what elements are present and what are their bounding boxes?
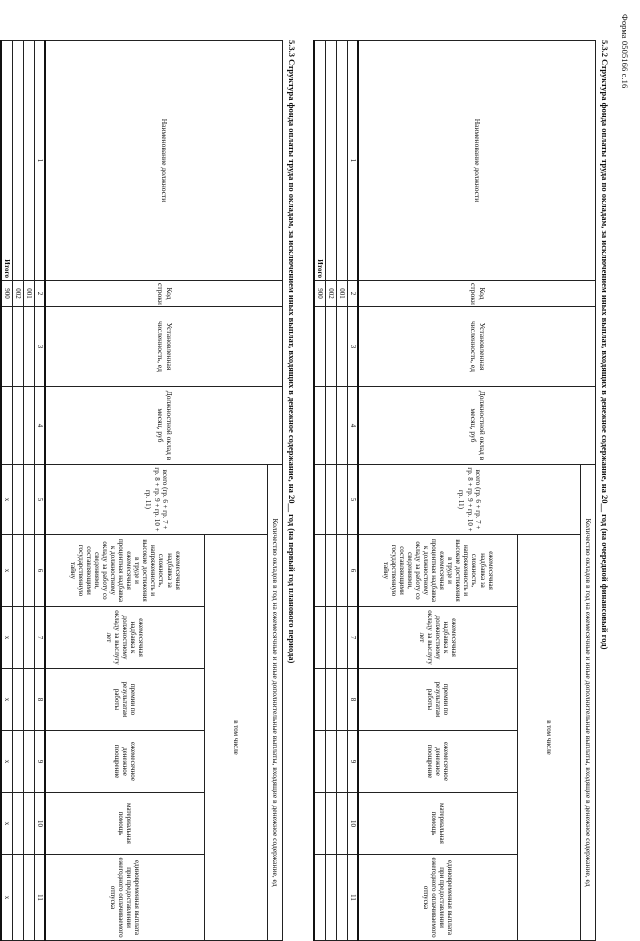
col-number: 6: [35, 535, 46, 607]
value-cell[interactable]: [326, 387, 337, 465]
value-cell[interactable]: [326, 465, 337, 535]
header-col9: ежемесячное денежное поощрение: [45, 731, 205, 793]
total-row: [314, 41, 326, 941]
row-code-cell: 001: [24, 281, 35, 307]
total-code-cell: 900: [1, 281, 13, 307]
col-number: 9: [35, 731, 46, 793]
total-cell[interactable]: [1, 307, 13, 387]
value-cell[interactable]: [326, 855, 337, 941]
table-row: [326, 41, 337, 941]
col-number: 5: [348, 465, 359, 535]
total-cell[interactable]: x: [1, 535, 13, 607]
position-cell[interactable]: [24, 41, 35, 281]
value-cell[interactable]: [326, 307, 337, 387]
value-cell[interactable]: [24, 669, 35, 731]
value-cell[interactable]: [13, 465, 24, 535]
header-col11: единовременная выплата при предоставлении ежегодного оплачиваемого отпуска: [45, 855, 205, 941]
header-staff-count: Установленная численность, ед: [45, 307, 283, 387]
total-cell[interactable]: x: [1, 793, 13, 855]
col-number: 3: [35, 307, 46, 387]
header-salaries-group: Количество окладов в год на ежемесячные и иные дополнительные выплаты, входящие в денежное содержание, ед: [581, 465, 596, 941]
value-cell[interactable]: [326, 669, 337, 731]
header-position: Наименование должности: [45, 41, 283, 281]
value-cell[interactable]: [326, 731, 337, 793]
col-number: 8: [35, 669, 46, 731]
header-including: в том числе: [205, 535, 268, 941]
value-cell[interactable]: [337, 855, 348, 941]
form-code: Форма 0505166 с.16: [620, 14, 630, 89]
header-position: Наименование должности: [358, 41, 596, 281]
row-code-cell: 002: [326, 281, 337, 307]
value-cell[interactable]: [24, 607, 35, 669]
col-number: 6: [348, 535, 359, 607]
header-col9: ежемесячное денежное поощрение: [358, 731, 518, 793]
col-number: 1: [35, 41, 46, 281]
total-cell[interactable]: [1, 387, 13, 465]
header-row-code: Код строки: [358, 281, 596, 307]
total-code-cell: 900: [314, 281, 326, 307]
value-cell[interactable]: [337, 465, 348, 535]
header-col10: материальная помощь: [45, 793, 205, 855]
position-cell[interactable]: [13, 41, 24, 281]
position-cell[interactable]: [337, 41, 348, 281]
total-label: Итого: [1, 41, 13, 281]
table-row: [24, 41, 35, 941]
header-total: всего (гр. 6 + гр. 7 + гр. 8 + гр. 9 + гр. 10 + гр. 11): [45, 465, 268, 535]
total-cell[interactable]: [314, 535, 326, 607]
row-code-cell: 002: [13, 281, 24, 307]
value-cell[interactable]: [13, 669, 24, 731]
value-cell[interactable]: [337, 731, 348, 793]
total-cell[interactable]: [314, 607, 326, 669]
total-cell[interactable]: [314, 855, 326, 941]
total-cell[interactable]: x: [1, 465, 13, 535]
col-number: 11: [348, 855, 359, 941]
col-number: 10: [35, 793, 46, 855]
value-cell[interactable]: [24, 793, 35, 855]
value-cell[interactable]: [337, 793, 348, 855]
value-cell[interactable]: [13, 607, 24, 669]
total-label: Итого: [314, 41, 326, 281]
section-title-5-3-2: 5.3.2 Структура фонда оплаты труда по окладам, за исключением иных выплат, входящих в денежное содержание, на 20__ год (на очередной финансовый год): [600, 40, 610, 650]
total-cell[interactable]: [314, 307, 326, 387]
col-number: 4: [35, 387, 46, 465]
col-number: 7: [35, 607, 46, 669]
table-row: [337, 41, 348, 941]
value-cell[interactable]: [326, 607, 337, 669]
total-cell[interactable]: x: [1, 731, 13, 793]
value-cell[interactable]: [326, 535, 337, 607]
header-col8: премии по результатам работы: [358, 669, 518, 731]
value-cell[interactable]: [337, 307, 348, 387]
col-number: 4: [348, 387, 359, 465]
value-cell[interactable]: [337, 387, 348, 465]
header-col6: ежемесячная надбавка за сложность, напряженность и высокие достижения в труде и ежемесячная процентная надбавка к должностному окладу за работу со сведениями, составляющими государственную тайну: [45, 535, 205, 607]
total-cell[interactable]: x: [1, 669, 13, 731]
value-cell[interactable]: [24, 535, 35, 607]
section-title-5-3-3: 5.3.3 Структура фонда оплаты труда по окладам, за исключением иных выплат, входящих в денежное содержание, на 20__ год (на первый год планового периода): [287, 40, 297, 664]
value-cell[interactable]: [337, 535, 348, 607]
header-col7: ежемесячная надбавка к должностному окладу за выслугу лет: [45, 607, 205, 669]
header-col7: ежемесячная надбавка к должностному окладу за выслугу лет: [358, 607, 518, 669]
col-number: 7: [348, 607, 359, 669]
value-cell[interactable]: [13, 855, 24, 941]
table-row: [13, 41, 24, 941]
total-cell[interactable]: [314, 793, 326, 855]
value-cell[interactable]: [24, 387, 35, 465]
value-cell[interactable]: [337, 607, 348, 669]
header-col6: ежемесячная надбавка за сложность, напряженность и высокие достижения в труде и ежемесячная процентная надбавка к должностному окладу за работу со сведениями, составляющими государственную тайну: [358, 535, 518, 607]
value-cell[interactable]: [13, 731, 24, 793]
total-cell[interactable]: [314, 387, 326, 465]
col-number: 9: [348, 731, 359, 793]
value-cell[interactable]: [24, 307, 35, 387]
col-number: 10: [348, 793, 359, 855]
position-cell[interactable]: [326, 41, 337, 281]
value-cell[interactable]: [13, 387, 24, 465]
header-col10: материальная помощь: [358, 793, 518, 855]
value-cell[interactable]: [13, 307, 24, 387]
total-row: [1, 41, 13, 941]
total-cell[interactable]: x: [1, 855, 13, 941]
row-code-cell: 001: [337, 281, 348, 307]
total-cell[interactable]: x: [1, 607, 13, 669]
total-cell[interactable]: [314, 669, 326, 731]
value-cell[interactable]: [13, 535, 24, 607]
col-number: 2: [35, 281, 46, 307]
col-number: 5: [35, 465, 46, 535]
col-number: 3: [348, 307, 359, 387]
value-cell[interactable]: [24, 465, 35, 535]
value-cell[interactable]: [13, 793, 24, 855]
salary-structure-table-first-plan-year: [0, 40, 283, 941]
header-including: в том числе: [518, 535, 581, 941]
header-total: всего (гр. 6 + гр. 7 + гр. 8 + гр. 9 + гр. 10 + гр. 11): [358, 465, 581, 535]
col-number: 8: [348, 669, 359, 731]
total-cell[interactable]: [314, 465, 326, 535]
value-cell[interactable]: [337, 669, 348, 731]
header-staff-count: Установленная численность, ед: [358, 307, 596, 387]
value-cell[interactable]: [24, 731, 35, 793]
header-col11: единовременная выплата при предоставлении ежегодного оплачиваемого отпуска: [358, 855, 518, 941]
col-number: 2: [348, 281, 359, 307]
header-salaries-group: Количество окладов в год на ежемесячные и иные дополнительные выплаты, входящие в денежное содержание, ед: [268, 465, 283, 941]
value-cell[interactable]: [24, 855, 35, 941]
salary-structure-table-next-year: [313, 40, 596, 941]
header-row-code: Код строки: [45, 281, 283, 307]
header-monthly-salary: Должностной оклад в месяц, руб: [358, 387, 596, 465]
col-number: 11: [35, 855, 46, 941]
total-cell[interactable]: [314, 731, 326, 793]
header-col8: премии по результатам работы: [45, 669, 205, 731]
value-cell[interactable]: [326, 793, 337, 855]
col-number: 1: [348, 41, 359, 281]
header-monthly-salary: Должностной оклад в месяц, руб: [45, 387, 283, 465]
